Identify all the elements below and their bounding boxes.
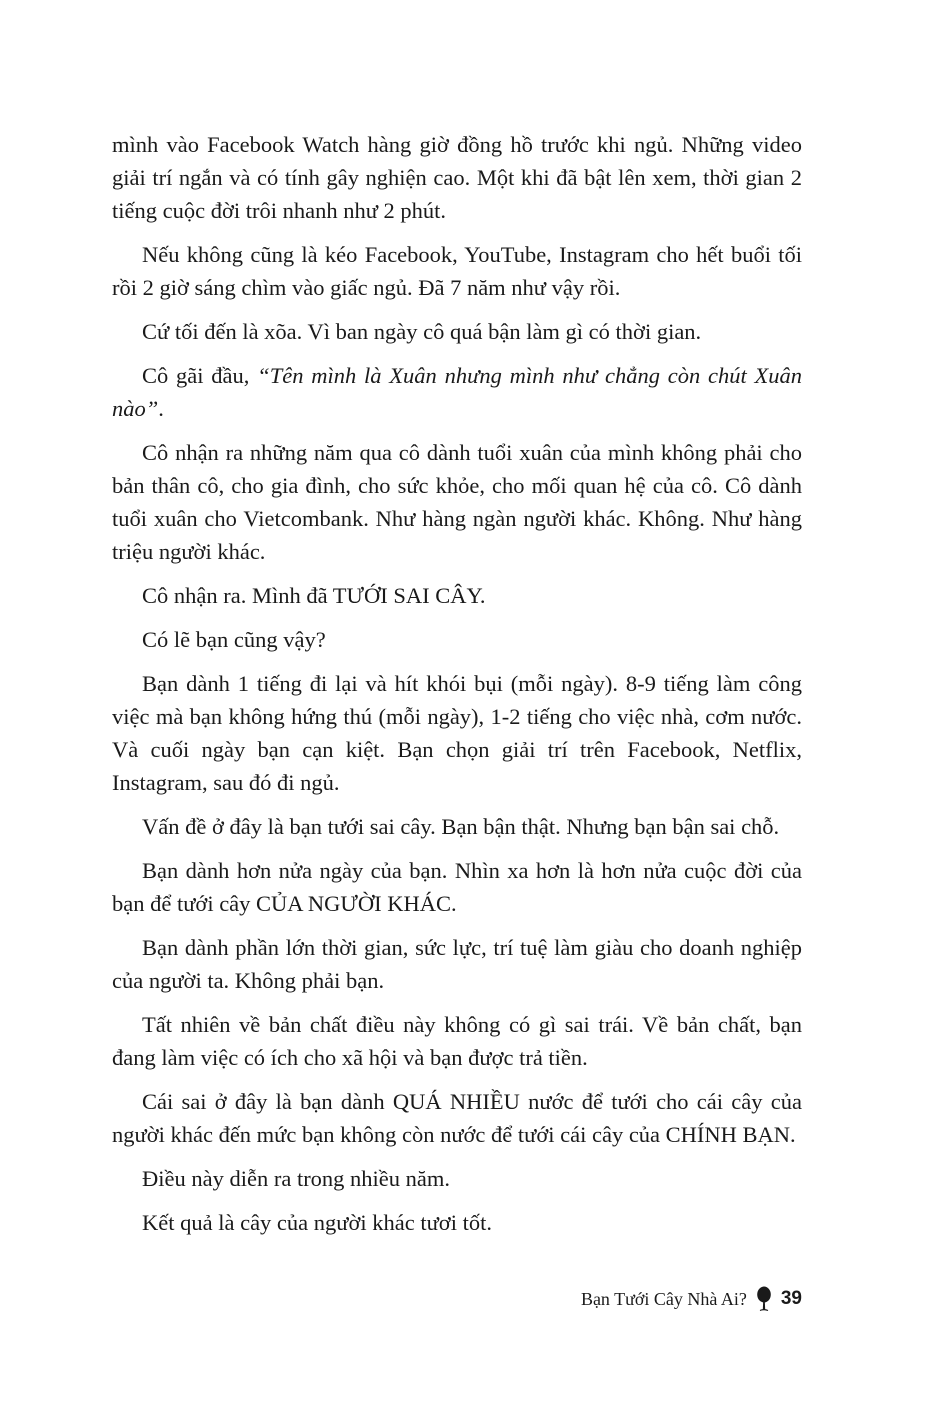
page-number: 39	[780, 1288, 802, 1309]
paragraph-10: Bạn dành hơn nửa ngày của bạn. Nhìn xa hơn là hơn nửa cuộc đời của bạn để tưới cây CỦA NGƯỜI KHÁC.	[112, 858, 802, 916]
paragraph-1: mình vào Facebook Watch hàng giờ đồng hồ trước khi ngủ. Những video giải trí ngắn và có tính gây nghiện cao. Một khi đã bật lên xem, thời gian 2 tiếng cuộc đời trôi nhanh như 2 phút.	[112, 132, 802, 223]
paragraph-13: Cái sai ở đây là bạn dành QUÁ NHIỀU nước để tưới cho cái cây của người khác đến mức bạn không còn nước để tưới cái cây của CHÍNH BẠN.	[112, 1089, 802, 1147]
paragraph-7: Có lẽ bạn cũng vậy?	[142, 627, 326, 652]
paragraph-4-prefix: Cô gãi đầu,	[142, 363, 258, 388]
tree-icon	[755, 1286, 773, 1312]
paragraph-8: Bạn dành 1 tiếng đi lại và hít khói bụi (mỗi ngày). 8-9 tiếng làm công việc mà bạn không hứng thú (mỗi ngày), 1-2 tiếng cho việc nhà, cơm nước. Và cuối ngày bạn cạn kiệt. Bạn chọn giải trí trên Facebook, Netflix, Instagram, sau đó đi ngủ.	[112, 671, 802, 795]
paragraph-15: Kết quả là cây của người khác tươi tốt.	[142, 1210, 492, 1235]
page-body	[112, 128, 802, 1250]
paragraph-4-quote: “Tên mình là Xuân nhưng mình như chẳng còn chút Xuân nào”	[112, 363, 802, 421]
paragraph-5: Cô nhận ra những năm qua cô dành tuổi xuân của mình không phải cho bản thân cô, cho gia đình, cho sức khỏe, cho mối quan hệ của cô. Cô dành tuổi xuân cho Vietcombank. Như hàng ngàn người khác. Không. Như hàng triệu người khác.	[112, 440, 802, 564]
page-footer	[581, 1284, 802, 1314]
paragraph-12: Tất nhiên về bản chất điều này không có gì sai trái. Về bản chất, bạn đang làm việc có ích cho xã hội và bạn được trả tiền.	[112, 1012, 802, 1070]
paragraph-2: Nếu không cũng là kéo Facebook, YouTube, Instagram cho hết buổi tối rồi 2 giờ sáng chìm vào giấc ngủ. Đã 7 năm như vậy rồi.	[112, 242, 802, 300]
paragraph-6: Cô nhận ra. Mình đã TƯỚI SAI CÂY.	[142, 583, 486, 608]
paragraph-3: Cứ tối đến là xõa. Vì ban ngày cô quá bận làm gì có thời gian.	[142, 319, 702, 344]
book-title: Bạn Tưới Cây Nhà Ai?	[580, 1288, 747, 1309]
paragraph-14: Điều này diễn ra trong nhiều năm.	[142, 1166, 451, 1191]
paragraph-11: Bạn dành phần lớn thời gian, sức lực, trí tuệ làm giàu cho doanh nghiệp của người ta. Không phải bạn.	[112, 935, 802, 993]
paragraph-9: Vấn đề ở đây là bạn tưới sai cây. Bạn bận thật. Nhưng bạn bận sai chỗ.	[142, 814, 780, 839]
paragraph-4-suffix: .	[158, 396, 164, 421]
paragraph-4	[112, 359, 802, 425]
